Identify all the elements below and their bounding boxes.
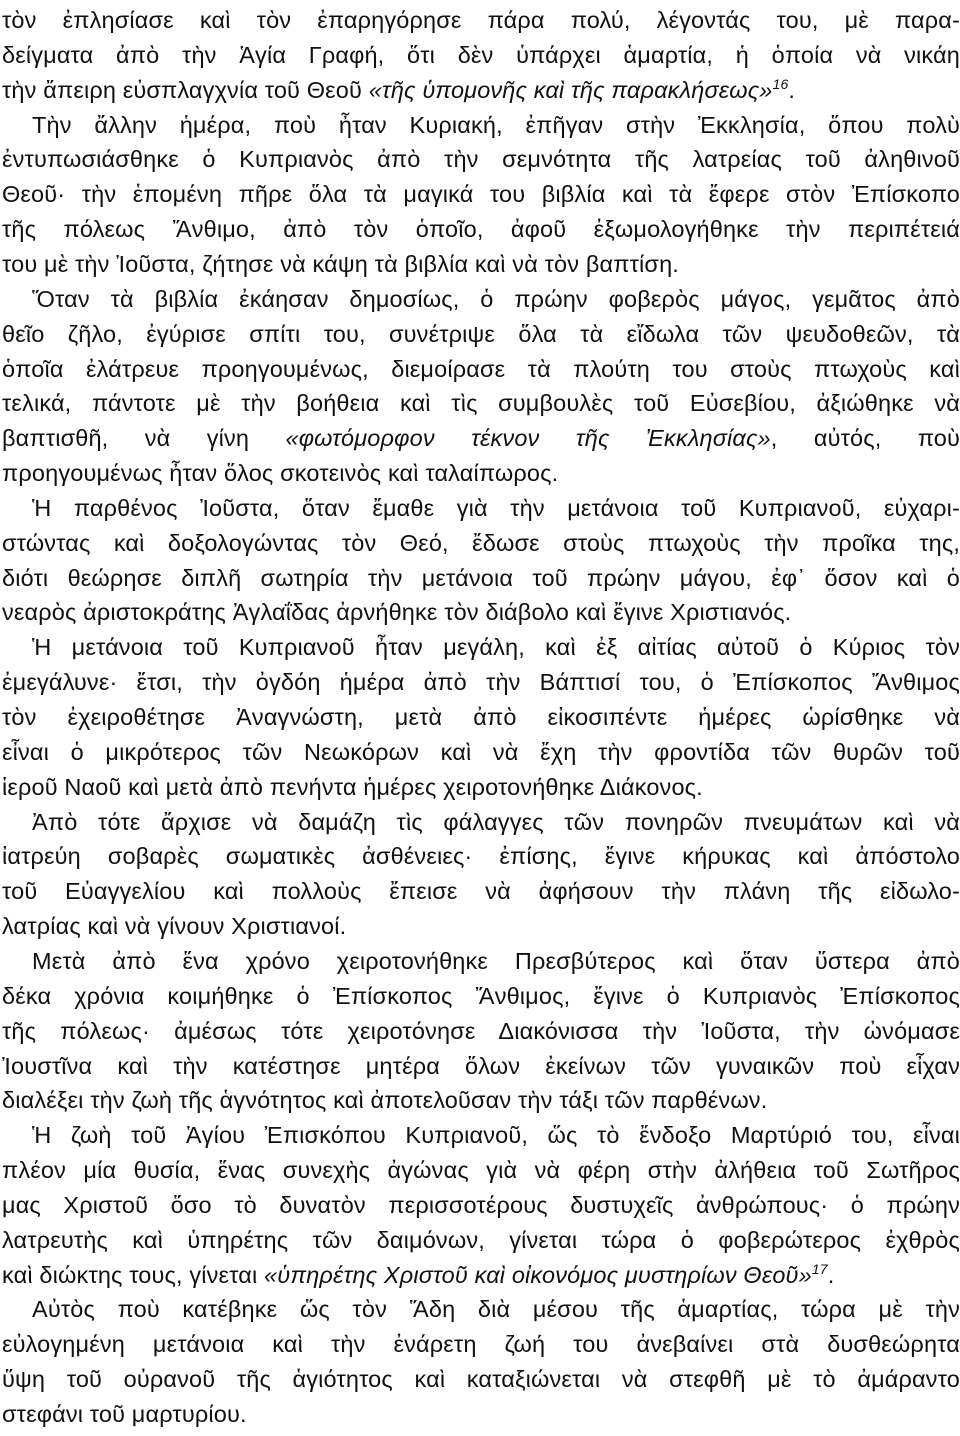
text-line	[0, 630, 960, 664]
text-line	[0, 352, 960, 386]
text-segment: ὕψη τοῦ οὐρανοῦ τῆς ἁγιότητος καὶ καταξιώνεται νὰ στεφθῆ μὲ τὸ ἀμάραντο	[2, 1366, 960, 1393]
text-line	[0, 700, 960, 734]
text-line	[0, 1397, 960, 1431]
text-segment: .	[827, 1261, 835, 1288]
text-line	[0, 1292, 960, 1326]
text-segment: του μὲ τὴν Ἰοῦστα, ζήτησε νὰ κάψη τὰ βιβλία καὶ νὰ τὸν βαπτίση.	[2, 250, 679, 277]
quotation: «ὑπηρέτης Χριστοῦ καὶ οἰκονόμος μυστηρίων Θεοῦ»	[264, 1261, 812, 1288]
text-segment: Θεοῦ· τὴν ἑπομένη πῆρε ὅλα τὰ μαγικά του βιβλία καὶ τὰ ἔφερε στὸν Ἐπίσκοπο	[2, 181, 960, 208]
text-segment: τοῦ Εὐαγγελίου καὶ πολλοὺς ἔπεισε νὰ ἀφήσουν τὴν πλάνη τῆς εἰδωλο-	[2, 878, 960, 905]
text-segment: ἐντυπωσιάσθηκε ὁ Κυπριανὸς ἀπὸ τὴν σεμνότητα τῆς λατρείας τοῦ ἀληθινοῦ	[2, 146, 960, 173]
text-line	[0, 874, 960, 908]
text-segment: τελικά, πάντοτε μὲ τὴν βοήθεια καὶ τὶς συμβουλὲς τοῦ Εὐσεβίου, ἀξιώθηκε νὰ	[2, 390, 960, 417]
text-line	[0, 1083, 960, 1117]
text-line	[0, 108, 960, 142]
text-line	[0, 456, 960, 490]
text-segment: μας Χριστοῦ ὅσο τὸ δυνατὸν περισσοτέρους δυστυχεῖς ἀνθρώπους· ὁ πρώην	[2, 1191, 960, 1218]
quotation: «τῆς ὑπομονῆς καὶ τῆς παρακλήσεως»	[368, 76, 773, 103]
text-segment: .	[788, 76, 796, 103]
text-line	[0, 1258, 960, 1292]
text-line	[0, 317, 960, 351]
text-line	[0, 142, 960, 176]
text-line	[0, 526, 960, 560]
text-segment: καὶ διώκτης τους, γίνεται	[2, 1261, 265, 1288]
text-segment: τὸν ἐπλησίασε καὶ τὸν ἐπαρηγόρησε πάρα πολύ, λέγοντάς του, μὲ παρα-	[2, 7, 960, 33]
text-segment: λατρευτὴς καὶ ὑπηρέτης τῶν δαιμόνων, γίνεται τώρα ὁ φοβερώτερος ἐχθρὸς	[2, 1226, 960, 1253]
text-segment: Ἡ παρθένος Ἰοῦστα, ὅταν ἔμαθε γιὰ τὴν μετάνοια τοῦ Κυπριανοῦ, εὐχαρι-	[32, 494, 960, 521]
text-segment: τῆς πόλεως Ἄνθιμο, ἀπὸ τὸν ὁποῖο, ἀφοῦ ἐξωμολογήθηκε τὴν περιπέτειά	[2, 216, 960, 243]
text-line	[0, 735, 960, 769]
text-line	[0, 421, 960, 455]
text-segment: Αὐτὸς ποὺ κατέβηκε ὥς τὸν Ἅδη διὰ μέσου τῆς ἁμαρτίας, τώρα μὲ τὴν	[32, 1296, 960, 1323]
text-line	[0, 909, 960, 943]
text-segment: θεῖο ζῆλο, ἐγύρισε σπίτι του, συνέτριψε ὅλα τὰ εἴδωλα τῶν ψευδοθεῶν, τὰ	[2, 320, 960, 347]
text-segment: εὐλογημένη μετάνοια καὶ τὴν ἐνάρετη ζωή του ἀνεβαίνει στὰ δυσθεώρητα	[2, 1331, 960, 1358]
text-segment: διαλέξει τὴν ζωὴ τῆς ἁγνότητος καὶ ἀποτελοῦσαν τὴν τάξι τῶν παρθένων.	[2, 1087, 768, 1114]
text-segment: τὴν ἄπειρη εὐσπλαγχνία τοῦ Θεοῦ	[2, 76, 369, 103]
text-line	[0, 1327, 960, 1361]
text-line	[0, 944, 960, 978]
text-segment: στεφάνι τοῦ μαρτυρίου.	[2, 1401, 247, 1427]
quotation: «φωτόμορφον τέκνον τῆς Ἐκκλησίας»	[285, 425, 771, 452]
text-line	[0, 1362, 960, 1396]
text-line	[0, 212, 960, 246]
text-segment: ὁποῖα ἐλάτρευε προηγουμένως, διεμοίρασε τὰ πλούτη του στοὺς πτωχοὺς καὶ	[2, 355, 960, 382]
text-segment: ἐμεγάλυνε· ἔτσι, τὴν ὀγδόη ἡμέρα ἀπὸ τὴν Βάπτισί του, ὁ Ἐπίσκοπος Ἄνθιμος	[2, 669, 960, 696]
text-line	[0, 247, 960, 281]
text-segment: διότι θεώρησε διπλῆ σωτηρία τὴν μετάνοια τοῦ πρώην μάγου, ἐφ᾽ ὅσον καὶ ὁ	[2, 564, 960, 591]
text-segment: Τὴν ἄλλην ἡμέρα, ποὺ ἦταν Κυριακή, ἐπῆγαν στὴν Ἐκκλησία, ὅπου πολὺ	[32, 111, 960, 138]
footnote-ref: 17	[811, 1260, 828, 1277]
text-line	[0, 282, 960, 316]
text-line	[0, 386, 960, 420]
text-line	[0, 1223, 960, 1257]
text-segment: βαπτισθῆ, νὰ γίνη	[2, 425, 286, 452]
text-segment: λατρίας καὶ νὰ γίνουν Χριστιανοί.	[2, 913, 347, 940]
text-segment: εἶναι ὁ μικρότερος τῶν Νεωκόρων καὶ νὰ ἔχη τὴν φροντίδα τῶν θυρῶν τοῦ	[2, 738, 960, 765]
text-segment: νεαρὸς ἀριστοκράτης Ἀγλαΐδας ἀρνήθηκε τὸν διάβολο καὶ ἔγινε Χριστιανός.	[2, 599, 792, 626]
text-line	[0, 3, 960, 37]
text-line	[0, 839, 960, 873]
text-line	[0, 1118, 960, 1152]
text-line	[0, 665, 960, 699]
text-segment: πλέον μία θυσία, ἕνας συνεχὴς ἀγώνας γιὰ νὰ φέρη στὴν ἀλήθεια τοῦ Σωτῆρος	[2, 1157, 960, 1184]
text-segment: ἱεροῦ Ναοῦ καὶ μετὰ ἀπὸ πενήντα ἡμέρες χειροτονήθηκε Διάκονος.	[2, 773, 703, 800]
text-line	[0, 1014, 960, 1048]
text-line	[0, 805, 960, 839]
text-segment: προηγουμένως ἦταν ὅλος σκοτεινὸς καὶ ταλαίπωρος.	[2, 460, 559, 487]
text-line	[0, 1049, 960, 1083]
text-line	[0, 979, 960, 1013]
footnote-ref: 16	[772, 75, 789, 92]
text-segment: ἰατρεύη σοβαρὲς σωματικὲς ἀσθένειες· ἐπίσης, ἔγινε κήρυκας καὶ ἀπόστολο	[2, 843, 960, 870]
text-segment: , αὐτός, ποὺ	[770, 425, 960, 452]
text-segment: Ἰουστῖνα καὶ τὴν κατέστησε μητέρα ὅλων ἐκείνων τῶν γυναικῶν ποὺ εἶχαν	[2, 1052, 960, 1079]
text-line	[0, 595, 960, 629]
text-segment: Ὅταν τὰ βιβλία ἐκάησαν δημοσίως, ὁ πρώην φοβερὸς μάγος, γεμᾶτος ἀπὸ	[32, 285, 960, 312]
text-segment: δείγματα ἀπὸ τὴν Ἁγία Γραφή, ὅτι δὲν ὑπάρχει ἁμαρτία, ἡ ὁποία νὰ νικάη	[2, 41, 960, 68]
text-line	[0, 1188, 960, 1222]
text-line	[0, 491, 960, 525]
text-segment: Ἀπὸ τότε ἄρχισε νὰ δαμάζη τὶς φάλαγγες τῶν πονηρῶν πνευμάτων καὶ νὰ	[32, 808, 960, 835]
text-segment: τῆς πόλεως· ἀμέσως τότε χειροτόνησε Διακόνισσα τὴν Ἰοῦστα, τὴν ὠνόμασε	[2, 1017, 960, 1044]
text-segment: δέκα χρόνια κοιμήθηκε ὁ Ἐπίσκοπος Ἄνθιμος, ἔγινε ὁ Κυπριανὸς Ἐπίσκοπος	[2, 982, 960, 1009]
text-segment: Ἡ μετάνοια τοῦ Κυπριανοῦ ἦταν μεγάλη, καὶ ἐξ αἰτίας αὐτοῦ ὁ Κύριος τὸν	[32, 634, 960, 661]
text-line	[0, 1153, 960, 1187]
text-segment: στώντας καὶ δοξολογώντας τὸν Θεό, ἔδωσε στοὺς πτωχοὺς τὴν προῖκα της,	[2, 529, 960, 556]
text-segment: τὸν ἐχειροθέτησε Ἀναγνώστη, μετὰ ἀπὸ εἰκοσιπέντε ἡμέρες ὡρίσθηκε νὰ	[2, 704, 960, 730]
text-segment: Ἡ ζωὴ τοῦ Ἁγίου Ἐπισκόπου Κυπριανοῦ, ὥς τὸ ἔνδοξο Μαρτύριό του, εἶναι	[32, 1122, 960, 1149]
text-line	[0, 177, 960, 211]
text-line	[0, 561, 960, 595]
text-line	[0, 38, 960, 72]
text-segment: Μετὰ ἀπὸ ἕνα χρόνο χειροτονήθηκε Πρεσβύτερος καὶ ὅταν ὕστερα ἀπὸ	[32, 947, 960, 974]
text-line	[0, 770, 960, 804]
text-line	[0, 73, 960, 107]
